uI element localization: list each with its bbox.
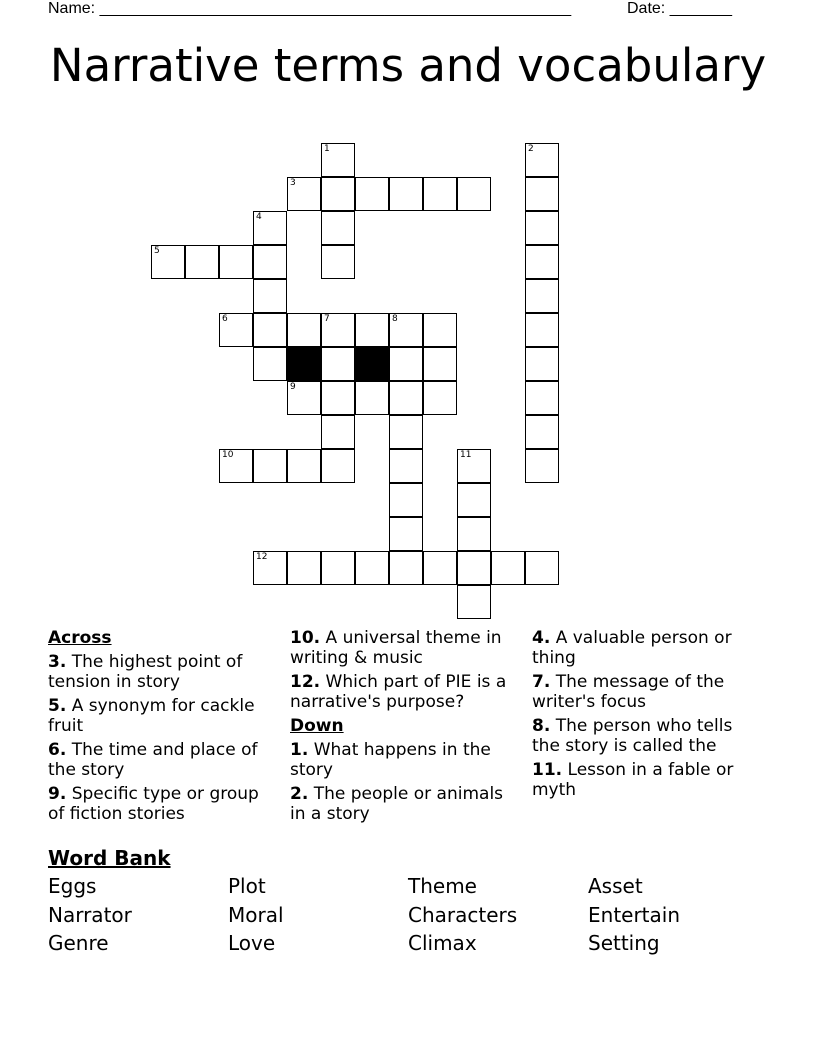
black-cell [287, 347, 321, 381]
grid-cell[interactable] [219, 313, 253, 347]
grid-cell[interactable] [525, 449, 559, 483]
grid-cell[interactable] [525, 347, 559, 381]
word-bank-title: Word Bank [48, 846, 171, 870]
clue-number: 12 [256, 552, 268, 562]
across-clue: 6. The time and place of the story [48, 740, 258, 780]
word-bank-item: Setting [588, 931, 660, 955]
down-clue: 2. The people or animals in a story [290, 784, 504, 824]
word-bank-item: Love [228, 931, 276, 955]
grid-cell[interactable] [287, 381, 321, 415]
grid-cell[interactable] [287, 177, 321, 211]
clue-number: 11 [460, 450, 472, 460]
grid-cell[interactable] [253, 347, 287, 381]
grid-cell[interactable] [389, 551, 423, 585]
word-bank-item: Eggs [48, 874, 97, 898]
clue-number: 8 [392, 314, 398, 324]
grid-cell[interactable] [389, 177, 423, 211]
grid-cell[interactable] [321, 415, 355, 449]
grid-cell[interactable] [389, 313, 423, 347]
grid-cell[interactable] [389, 415, 423, 449]
grid-cell[interactable] [253, 313, 287, 347]
page-title: Narrative terms and vocabulary [49, 39, 767, 92]
grid-cell[interactable] [525, 313, 559, 347]
down-clue: 8. The person who tells the story is called the [532, 716, 733, 756]
grid-cell[interactable] [389, 347, 423, 381]
grid-cell[interactable] [389, 483, 423, 517]
grid-cell[interactable] [355, 313, 389, 347]
word-bank-item: Narrator [48, 903, 132, 927]
clue-number: 1 [324, 144, 330, 154]
grid-cell[interactable] [457, 449, 491, 483]
grid-cell[interactable] [457, 551, 491, 585]
across-clue: 3. The highest point of tension in story [48, 652, 243, 692]
grid-cell[interactable] [457, 483, 491, 517]
grid-cell[interactable] [321, 551, 355, 585]
grid-cell[interactable] [287, 551, 321, 585]
grid-cell[interactable] [389, 381, 423, 415]
grid-cell[interactable] [389, 517, 423, 551]
word-bank-item: Moral [228, 903, 284, 927]
grid-cell[interactable] [457, 585, 491, 619]
black-cell [355, 347, 389, 381]
clues-column-3 [532, 628, 757, 804]
word-bank-item: Genre [48, 931, 109, 955]
grid-cell[interactable] [253, 551, 287, 585]
across-clue: 10. A universal theme in writing & music [290, 628, 502, 668]
across-clue: 5. A synonym for cackle fruit [48, 696, 255, 736]
date-field: Date: _______ [627, 0, 732, 17]
down-heading: Down [290, 716, 344, 736]
name-field: Name: _____________________________________________________ [48, 0, 572, 17]
grid-cell[interactable] [355, 381, 389, 415]
grid-cell[interactable] [525, 381, 559, 415]
grid-cell[interactable] [525, 211, 559, 245]
grid-cell[interactable] [321, 211, 355, 245]
grid-cell[interactable] [321, 347, 355, 381]
grid-cell[interactable] [525, 245, 559, 279]
clues-column-1 [48, 628, 268, 828]
grid-cell[interactable] [321, 449, 355, 483]
clue-number: 7 [324, 314, 330, 324]
clue-number: 5 [154, 246, 160, 256]
grid-cell[interactable] [287, 449, 321, 483]
across-clue: 9. Specific type or group of fiction stories [48, 784, 259, 824]
grid-cell[interactable] [423, 313, 457, 347]
grid-cell[interactable] [423, 381, 457, 415]
down-clue: 11. Lesson in a fable or myth [532, 760, 734, 800]
grid-cell[interactable] [389, 449, 423, 483]
grid-cell[interactable] [355, 551, 389, 585]
word-bank-item: Theme [408, 874, 477, 898]
grid-cell[interactable] [491, 551, 525, 585]
clue-number: 6 [222, 314, 228, 324]
grid-cell[interactable] [219, 245, 253, 279]
grid-cell[interactable] [253, 245, 287, 279]
grid-cell[interactable] [355, 177, 389, 211]
clue-number: 3 [290, 178, 296, 188]
word-bank-item: Entertain [588, 903, 681, 927]
clues-column-2 [290, 628, 515, 828]
grid-cell[interactable] [423, 177, 457, 211]
grid-cell[interactable] [457, 517, 491, 551]
down-clue: 7. The message of the writer's focus [532, 672, 725, 712]
clue-number: 10 [222, 450, 234, 460]
clue-number: 9 [290, 382, 296, 392]
grid-cell[interactable] [253, 279, 287, 313]
word-bank-item: Characters [408, 903, 518, 927]
grid-cell[interactable] [423, 551, 457, 585]
clue-number: 2 [528, 144, 534, 154]
grid-cell[interactable] [321, 313, 355, 347]
grid-cell[interactable] [185, 245, 219, 279]
grid-cell[interactable] [151, 245, 185, 279]
grid-cell[interactable] [525, 143, 559, 177]
clue-number: 4 [256, 212, 262, 222]
grid-cell[interactable] [219, 449, 253, 483]
grid-cell[interactable] [525, 415, 559, 449]
grid-cell[interactable] [287, 313, 321, 347]
grid-cell[interactable] [525, 551, 559, 585]
down-clue: 1. What happens in the story [290, 740, 491, 780]
word-bank-item: Plot [228, 874, 266, 898]
grid-cell[interactable] [525, 279, 559, 313]
grid-cell[interactable] [457, 177, 491, 211]
across-heading: Across [48, 628, 112, 648]
down-clue: 4. A valuable person or thing [532, 628, 732, 668]
grid-cell[interactable] [253, 449, 287, 483]
grid-cell[interactable] [321, 177, 355, 211]
word-bank-item: Asset [588, 874, 643, 898]
grid-cell[interactable] [423, 347, 457, 381]
grid-cell[interactable] [321, 381, 355, 415]
grid-cell[interactable] [321, 245, 355, 279]
word-bank-item: Climax [408, 931, 477, 955]
grid-cell[interactable] [253, 211, 287, 245]
across-clue: 12. Which part of PIE is a narrative's purpose? [290, 672, 507, 712]
grid-cell[interactable] [321, 143, 355, 177]
grid-cell[interactable] [525, 177, 559, 211]
